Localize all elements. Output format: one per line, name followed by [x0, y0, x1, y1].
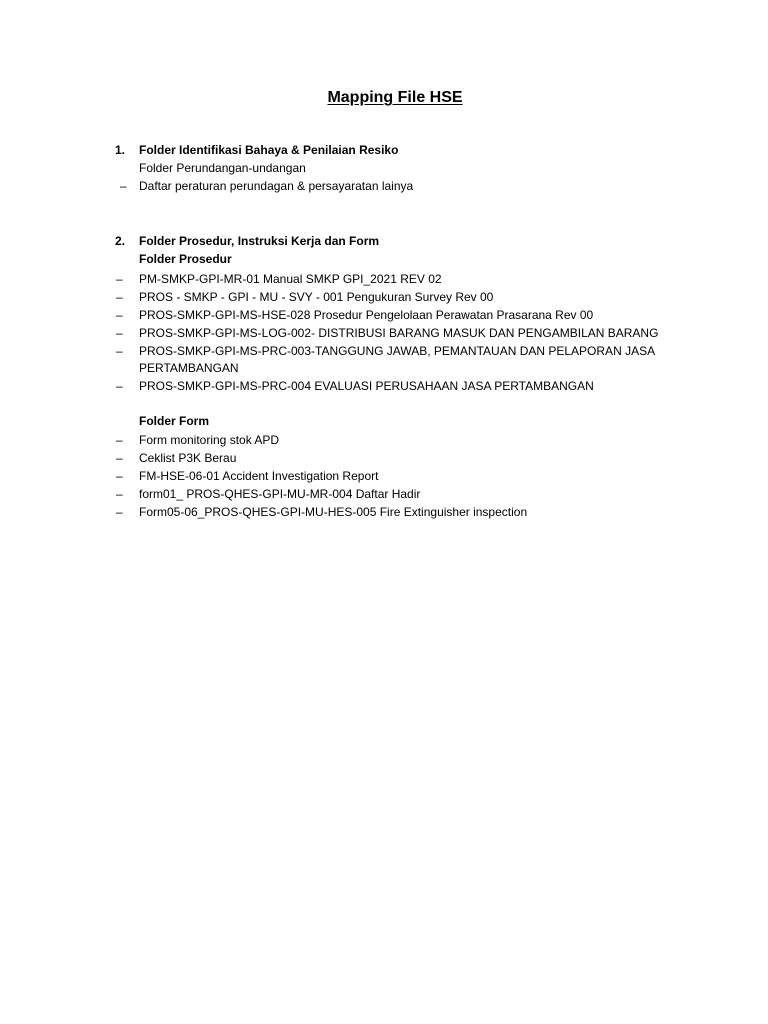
list-item: Form monitoring stok APD: [139, 433, 280, 447]
list-bullet: –: [116, 344, 123, 358]
document-title: Mapping File HSE: [327, 89, 463, 106]
list-item: PROS - SMKP - GPI - MU - SVY - 001 Pengukuran Survey Rev 00: [139, 290, 494, 304]
list-bullet: –: [116, 505, 123, 519]
list-bullet: –: [116, 379, 123, 393]
folder-form-label: Folder Form: [139, 414, 210, 428]
section-1-subheading: Folder Perundangan-undangan: [139, 161, 306, 175]
list-bullet: –: [116, 469, 123, 483]
list-item: FM-HSE-06-01 Accident Investigation Report: [139, 469, 379, 483]
list-bullet: –: [120, 179, 127, 193]
list-item: Daftar peraturan perundagan & persayaratan lainya: [139, 179, 414, 193]
list-item: PROS-SMKP-GPI-MS-LOG-002- DISTRIBUSI BARANG MASUK DAN PENGAMBILAN BARANG: [139, 326, 659, 340]
list-item: PM-SMKP-GPI-MR-01 Manual SMKP GPI_2021 REV 02: [139, 272, 442, 286]
section-1-number: 1.: [115, 143, 126, 157]
list-item-continuation: PERTAMBANGAN: [139, 361, 239, 375]
section-1-heading: Folder Identifikasi Bahaya & Penilaian Resiko: [139, 143, 399, 157]
folder-prosedur-label: Folder Prosedur: [139, 252, 232, 266]
list-bullet: –: [116, 433, 123, 447]
list-bullet: –: [116, 272, 123, 286]
list-item: PROS-SMKP-GPI-MS-HSE-028 Prosedur Pengelolaan Perawatan Prasarana Rev 00: [139, 308, 594, 322]
list-item: PROS-SMKP-GPI-MS-PRC-004 EVALUASI PERUSAHAAN JASA PERTAMBANGAN: [139, 379, 594, 393]
section-2-number: 2.: [115, 234, 126, 248]
list-bullet: –: [116, 308, 123, 322]
list-bullet: –: [116, 326, 123, 340]
list-item: PROS-SMKP-GPI-MS-PRC-003-TANGGUNG JAWAB, PEMANTAUAN DAN PELAPORAN JASA: [139, 344, 656, 358]
list-item: form01_ PROS-QHES-GPI-MU-MR-004 Daftar Hadir: [139, 487, 421, 501]
list-bullet: –: [116, 290, 123, 304]
list-item: Ceklist P3K Berau: [139, 451, 237, 465]
list-item: Form05-06_PROS-QHES-GPI-MU-HES-005 Fire Extinguisher inspection: [139, 505, 528, 519]
list-bullet: –: [116, 451, 123, 465]
list-bullet: –: [116, 487, 123, 501]
section-2-heading: Folder Prosedur, Instruksi Kerja dan Form: [139, 234, 380, 248]
